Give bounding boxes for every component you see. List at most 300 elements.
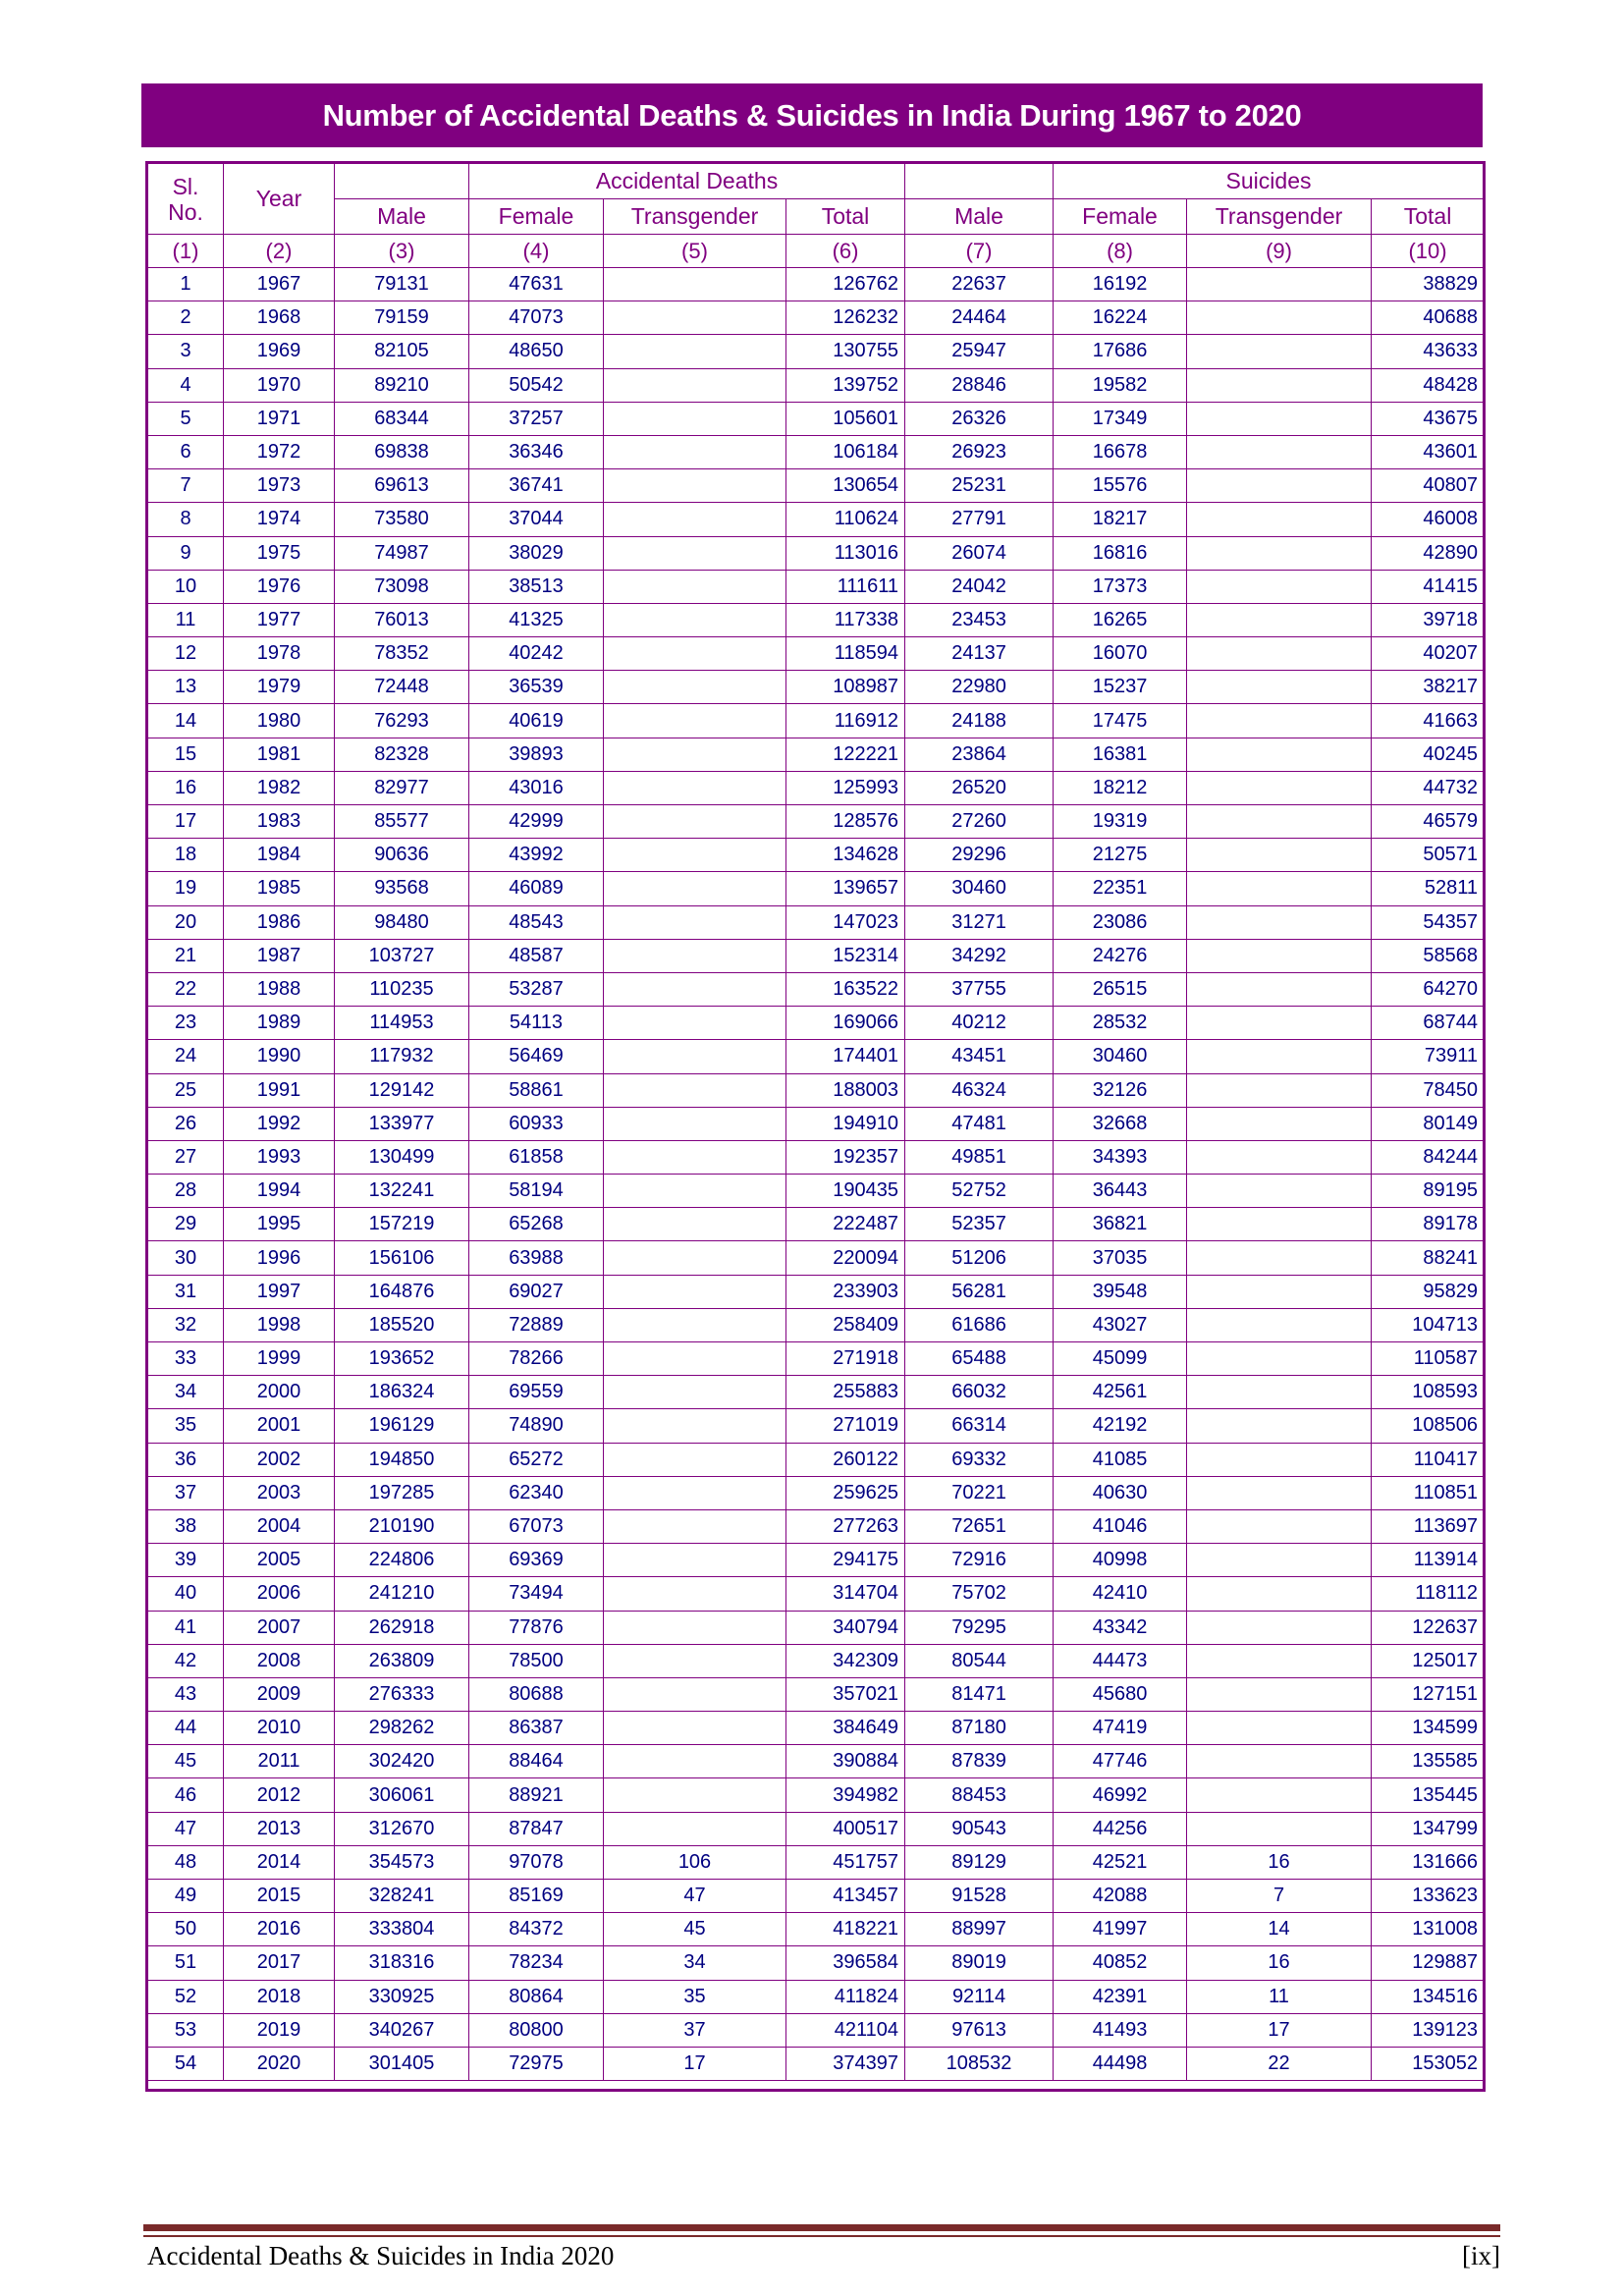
cell-sui-total: 40207: [1372, 637, 1485, 671]
cell-acc-male: 312670: [335, 1812, 469, 1845]
cell-sl-no: 30: [148, 1241, 224, 1275]
cell-acc-female: 69559: [469, 1376, 604, 1409]
cell-sui-transgender: 14: [1187, 1913, 1372, 1946]
cell-sui-total: 122637: [1372, 1611, 1485, 1644]
cell-sui-male: 88453: [905, 1778, 1054, 1812]
cell-sl-no: 16: [148, 771, 224, 804]
table-row: [148, 872, 1485, 905]
header-sui-female: Female: [1054, 199, 1187, 235]
cell-sui-transgender: [1187, 872, 1372, 905]
table-row: [148, 301, 1485, 335]
cell-sui-female: 34393: [1054, 1140, 1187, 1174]
cell-acc-female: 36346: [469, 435, 604, 468]
cell-year: 2007: [224, 1611, 335, 1644]
table-row: [148, 671, 1485, 704]
cell-sui-transgender: [1187, 469, 1372, 503]
cell-acc-male: 68344: [335, 402, 469, 435]
cell-acc-total: 139657: [786, 872, 905, 905]
cell-year: 1985: [224, 872, 335, 905]
cell-acc-male: 117932: [335, 1040, 469, 1073]
cell-sui-transgender: [1187, 1308, 1372, 1341]
cell-sui-female: 37035: [1054, 1241, 1187, 1275]
cell-sl-no: 8: [148, 503, 224, 536]
cell-sui-female: 42561: [1054, 1376, 1187, 1409]
cell-sui-transgender: [1187, 1677, 1372, 1711]
cell-sl-no: 14: [148, 704, 224, 738]
table-row: [148, 603, 1485, 636]
cell-acc-total: 384649: [786, 1712, 905, 1745]
cell-sl-no: 50: [148, 1913, 224, 1946]
table-row: [148, 402, 1485, 435]
cell-acc-total: 259625: [786, 1476, 905, 1509]
cell-sui-total: 129887: [1372, 1946, 1485, 1980]
cell-acc-male: 193652: [335, 1342, 469, 1376]
cell-sui-female: 19319: [1054, 805, 1187, 839]
cell-sui-transgender: 22: [1187, 2047, 1372, 2080]
cell-sui-total: 38217: [1372, 671, 1485, 704]
cell-sui-total: 89178: [1372, 1208, 1485, 1241]
cell-acc-female: 48587: [469, 939, 604, 972]
cell-sui-female: 19582: [1054, 368, 1187, 402]
cell-acc-transgender: 35: [604, 1980, 786, 2013]
deaths-suicides-table: [147, 163, 1485, 2081]
cell-sl-no: 37: [148, 1476, 224, 1509]
cell-acc-female: 86387: [469, 1712, 604, 1745]
cell-acc-total: 122221: [786, 738, 905, 771]
cell-acc-total: 169066: [786, 1007, 905, 1040]
cell-year: 1987: [224, 939, 335, 972]
table-row: [148, 469, 1485, 503]
cell-year: 1992: [224, 1107, 335, 1140]
cell-sui-female: 46992: [1054, 1778, 1187, 1812]
cell-acc-transgender: [604, 536, 786, 570]
cell-sui-female: 17475: [1054, 704, 1187, 738]
table-row: [148, 1476, 1485, 1509]
cell-sui-male: 69332: [905, 1443, 1054, 1476]
cell-sl-no: 35: [148, 1409, 224, 1443]
cell-sui-total: 68744: [1372, 1007, 1485, 1040]
cell-sui-total: 52811: [1372, 872, 1485, 905]
cell-sui-transgender: [1187, 905, 1372, 939]
table-row: [148, 637, 1485, 671]
cell-sui-transgender: [1187, 1644, 1372, 1677]
cell-sl-no: 24: [148, 1040, 224, 1073]
cell-acc-male: 73098: [335, 570, 469, 603]
table-row: [148, 2013, 1485, 2047]
cell-acc-female: 88921: [469, 1778, 604, 1812]
cell-acc-transgender: [604, 1577, 786, 1611]
cell-year: 1984: [224, 839, 335, 872]
cell-year: 2000: [224, 1376, 335, 1409]
table-row: [148, 771, 1485, 804]
cell-acc-transgender: [604, 704, 786, 738]
cell-sui-female: 16070: [1054, 637, 1187, 671]
table-row: [148, 536, 1485, 570]
cell-sui-male: 66314: [905, 1409, 1054, 1443]
cell-acc-total: 342309: [786, 1644, 905, 1677]
cell-acc-male: 186324: [335, 1376, 469, 1409]
cell-sui-female: 18212: [1054, 771, 1187, 804]
cell-sl-no: 11: [148, 603, 224, 636]
cell-sui-transgender: [1187, 637, 1372, 671]
cell-acc-total: 357021: [786, 1677, 905, 1711]
cell-acc-female: 87847: [469, 1812, 604, 1845]
cell-acc-female: 36539: [469, 671, 604, 704]
cell-year: 2010: [224, 1712, 335, 1745]
cell-sui-transgender: [1187, 1376, 1372, 1409]
footer-page-number: [ix]: [1462, 2241, 1500, 2270]
cell-sui-transgender: [1187, 603, 1372, 636]
cell-sui-male: 40212: [905, 1007, 1054, 1040]
cell-sl-no: 39: [148, 1544, 224, 1577]
cell-year: 1989: [224, 1007, 335, 1040]
table-row: [148, 1778, 1485, 1812]
cell-year: 2011: [224, 1745, 335, 1778]
cell-acc-male: 210190: [335, 1509, 469, 1543]
cell-acc-female: 97078: [469, 1845, 604, 1879]
cell-sui-male: 25231: [905, 469, 1054, 503]
cell-sl-no: 48: [148, 1845, 224, 1879]
cell-sui-transgender: [1187, 972, 1372, 1006]
table-row: [148, 1577, 1485, 1611]
cell-sui-female: 40998: [1054, 1544, 1187, 1577]
cell-sui-transgender: [1187, 268, 1372, 301]
cell-sui-total: 113697: [1372, 1509, 1485, 1543]
footer-rule-thin: [143, 2235, 1500, 2237]
cell-acc-total: 340794: [786, 1611, 905, 1644]
col-number: (4): [469, 235, 604, 268]
header-acc-male: Male: [335, 199, 469, 235]
cell-sui-total: 110587: [1372, 1342, 1485, 1376]
cell-year: 1986: [224, 905, 335, 939]
cell-acc-total: 110624: [786, 503, 905, 536]
cell-year: 1983: [224, 805, 335, 839]
cell-year: 1997: [224, 1275, 335, 1308]
table-row: [148, 1007, 1485, 1040]
cell-year: 1973: [224, 469, 335, 503]
cell-acc-male: 340267: [335, 2013, 469, 2047]
cell-sui-female: 36443: [1054, 1175, 1187, 1208]
cell-acc-transgender: [604, 435, 786, 468]
cell-acc-female: 40242: [469, 637, 604, 671]
cell-acc-transgender: [604, 402, 786, 435]
cell-acc-male: 79131: [335, 268, 469, 301]
cell-acc-total: 139752: [786, 368, 905, 402]
cell-sui-female: 18217: [1054, 503, 1187, 536]
cell-acc-total: 222487: [786, 1208, 905, 1241]
cell-acc-transgender: [604, 1544, 786, 1577]
cell-sui-total: 134799: [1372, 1812, 1485, 1845]
cell-acc-transgender: 47: [604, 1880, 786, 1913]
cell-acc-total: 152314: [786, 939, 905, 972]
header-sui-male: Male: [905, 199, 1054, 235]
table-row: [148, 1241, 1485, 1275]
cell-sui-transgender: [1187, 1241, 1372, 1275]
col-number: (10): [1372, 235, 1485, 268]
cell-sl-no: 13: [148, 671, 224, 704]
cell-year: 1981: [224, 738, 335, 771]
cell-sl-no: 9: [148, 536, 224, 570]
cell-sui-male: 46324: [905, 1073, 1054, 1107]
cell-sui-female: 41085: [1054, 1443, 1187, 1476]
cell-acc-male: 298262: [335, 1712, 469, 1745]
cell-sui-female: 45099: [1054, 1342, 1187, 1376]
header-year: Year: [224, 164, 335, 235]
cell-sui-transgender: [1187, 1509, 1372, 1543]
cell-sl-no: 2: [148, 301, 224, 335]
cell-acc-transgender: [604, 1677, 786, 1711]
cell-year: 2009: [224, 1677, 335, 1711]
cell-sl-no: 40: [148, 1577, 224, 1611]
cell-acc-male: 262918: [335, 1611, 469, 1644]
cell-year: 1968: [224, 301, 335, 335]
table-row: [148, 839, 1485, 872]
cell-year: 1967: [224, 268, 335, 301]
cell-sui-total: 41415: [1372, 570, 1485, 603]
cell-sui-total: 131666: [1372, 1845, 1485, 1879]
cell-sui-male: 75702: [905, 1577, 1054, 1611]
col-number: (5): [604, 235, 786, 268]
cell-acc-total: 277263: [786, 1509, 905, 1543]
cell-acc-female: 53287: [469, 972, 604, 1006]
cell-sui-total: 134516: [1372, 1980, 1485, 2013]
cell-sl-no: 42: [148, 1644, 224, 1677]
cell-year: 2019: [224, 2013, 335, 2047]
cell-acc-male: 302420: [335, 1745, 469, 1778]
cell-sui-total: 46579: [1372, 805, 1485, 839]
cell-sui-male: 89019: [905, 1946, 1054, 1980]
cell-sui-total: 110417: [1372, 1443, 1485, 1476]
cell-sui-total: 44732: [1372, 771, 1485, 804]
cell-acc-total: 192357: [786, 1140, 905, 1174]
cell-sui-total: 43675: [1372, 402, 1485, 435]
cell-sl-no: 51: [148, 1946, 224, 1980]
cell-sui-female: 43027: [1054, 1308, 1187, 1341]
cell-year: 2004: [224, 1509, 335, 1543]
cell-acc-male: 333804: [335, 1913, 469, 1946]
header-sui-total: Total: [1372, 199, 1485, 235]
cell-sui-female: 42088: [1054, 1880, 1187, 1913]
cell-sui-male: 27791: [905, 503, 1054, 536]
cell-sui-total: 42890: [1372, 536, 1485, 570]
cell-sui-transgender: [1187, 1409, 1372, 1443]
cell-year: 1990: [224, 1040, 335, 1073]
cell-sl-no: 34: [148, 1376, 224, 1409]
cell-sui-female: 16224: [1054, 301, 1187, 335]
cell-acc-transgender: [604, 1644, 786, 1677]
cell-acc-female: 69027: [469, 1275, 604, 1308]
cell-sui-male: 34292: [905, 939, 1054, 972]
cell-sui-male: 56281: [905, 1275, 1054, 1308]
cell-sui-female: 41493: [1054, 2013, 1187, 2047]
header-accidental-deaths: Accidental Deaths: [469, 164, 905, 199]
cell-acc-female: 61858: [469, 1140, 604, 1174]
table-row: [148, 1745, 1485, 1778]
cell-acc-total: 413457: [786, 1880, 905, 1913]
cell-acc-female: 73494: [469, 1577, 604, 1611]
cell-acc-transgender: 45: [604, 1913, 786, 1946]
cell-sui-transgender: 16: [1187, 1845, 1372, 1879]
cell-sl-no: 7: [148, 469, 224, 503]
cell-year: 2005: [224, 1544, 335, 1577]
cell-sui-female: 47746: [1054, 1745, 1187, 1778]
cell-acc-total: 271019: [786, 1409, 905, 1443]
cell-sui-male: 90543: [905, 1812, 1054, 1845]
cell-sui-total: 133623: [1372, 1880, 1485, 1913]
cell-sui-male: 26923: [905, 435, 1054, 468]
cell-acc-transgender: [604, 335, 786, 368]
cell-sui-transgender: [1187, 805, 1372, 839]
cell-year: 1979: [224, 671, 335, 704]
cell-acc-female: 63988: [469, 1241, 604, 1275]
table-row: [148, 1443, 1485, 1476]
cell-acc-male: 103727: [335, 939, 469, 972]
cell-acc-male: 69838: [335, 435, 469, 468]
cell-acc-male: 318316: [335, 1946, 469, 1980]
footer-rule: [143, 2224, 1500, 2231]
cell-sui-total: 46008: [1372, 503, 1485, 536]
cell-acc-female: 85169: [469, 1880, 604, 1913]
cell-year: 2013: [224, 1812, 335, 1845]
cell-acc-transgender: [604, 1275, 786, 1308]
cell-sui-total: 127151: [1372, 1677, 1485, 1711]
table-row: [148, 1040, 1485, 1073]
cell-sui-total: 89195: [1372, 1175, 1485, 1208]
cell-sui-male: 91528: [905, 1880, 1054, 1913]
cell-sui-transgender: [1187, 704, 1372, 738]
cell-acc-transgender: [604, 671, 786, 704]
cell-sl-no: 23: [148, 1007, 224, 1040]
cell-sui-male: 26326: [905, 402, 1054, 435]
cell-acc-female: 43016: [469, 771, 604, 804]
table-row: [148, 1208, 1485, 1241]
header-acc-female: Female: [469, 199, 604, 235]
cell-acc-transgender: 37: [604, 2013, 786, 2047]
cell-sui-male: 49851: [905, 1140, 1054, 1174]
cell-sui-total: 78450: [1372, 1073, 1485, 1107]
cell-acc-female: 42999: [469, 805, 604, 839]
cell-sui-female: 28532: [1054, 1007, 1187, 1040]
header-sl-no: [148, 164, 224, 235]
cell-year: 1980: [224, 704, 335, 738]
cell-year: 1970: [224, 368, 335, 402]
cell-acc-total: 421104: [786, 2013, 905, 2047]
cell-acc-male: 98480: [335, 905, 469, 939]
cell-acc-male: 93568: [335, 872, 469, 905]
cell-sui-total: 84244: [1372, 1140, 1485, 1174]
cell-acc-total: 117338: [786, 603, 905, 636]
cell-acc-female: 48543: [469, 905, 604, 939]
cell-sui-transgender: [1187, 1342, 1372, 1376]
table-row: [148, 738, 1485, 771]
cell-sui-male: 52357: [905, 1208, 1054, 1241]
cell-acc-male: 89210: [335, 368, 469, 402]
cell-acc-female: 78234: [469, 1946, 604, 1980]
cell-sui-female: 44498: [1054, 2047, 1187, 2080]
cell-acc-total: 174401: [786, 1040, 905, 1073]
cell-acc-transgender: [604, 1073, 786, 1107]
cell-sui-female: 16816: [1054, 536, 1187, 570]
cell-acc-female: 47631: [469, 268, 604, 301]
cell-acc-total: 451757: [786, 1845, 905, 1879]
cell-acc-transgender: [604, 939, 786, 972]
cell-sui-transgender: 17: [1187, 2013, 1372, 2047]
cell-acc-total: 113016: [786, 536, 905, 570]
cell-acc-transgender: [604, 1140, 786, 1174]
cell-acc-transgender: 17: [604, 2047, 786, 2080]
cell-sui-total: 38829: [1372, 268, 1485, 301]
cell-sui-total: 108593: [1372, 1376, 1485, 1409]
cell-acc-total: 258409: [786, 1308, 905, 1341]
col-number: (9): [1187, 235, 1372, 268]
cell-acc-transgender: [604, 1778, 786, 1812]
header-sl-no-label: Sl. No.: [168, 173, 203, 225]
cell-sui-transgender: [1187, 738, 1372, 771]
cell-acc-transgender: [604, 637, 786, 671]
cell-acc-female: 38029: [469, 536, 604, 570]
cell-sui-transgender: [1187, 939, 1372, 972]
cell-acc-total: 147023: [786, 905, 905, 939]
cell-year: 2001: [224, 1409, 335, 1443]
cell-sl-no: 3: [148, 335, 224, 368]
cell-acc-total: 108987: [786, 671, 905, 704]
table-row: [148, 2047, 1485, 2080]
table-row: [148, 1342, 1485, 1376]
cell-acc-female: 50542: [469, 368, 604, 402]
cell-sui-transgender: [1187, 1275, 1372, 1308]
cell-sui-female: 42192: [1054, 1409, 1187, 1443]
cell-acc-transgender: [604, 1712, 786, 1745]
cell-sui-transgender: [1187, 402, 1372, 435]
cell-acc-female: 72889: [469, 1308, 604, 1341]
cell-sui-female: 16381: [1054, 738, 1187, 771]
cell-sui-male: 61686: [905, 1308, 1054, 1341]
cell-year: 1996: [224, 1241, 335, 1275]
table-row: [148, 1107, 1485, 1140]
cell-acc-male: 354573: [335, 1845, 469, 1879]
cell-sui-transgender: [1187, 536, 1372, 570]
cell-sui-male: 108532: [905, 2047, 1054, 2080]
cell-sl-no: 41: [148, 1611, 224, 1644]
cell-acc-transgender: [604, 1476, 786, 1509]
cell-sui-female: 42521: [1054, 1845, 1187, 1879]
cell-sui-transgender: 11: [1187, 1980, 1372, 2013]
cell-sui-female: 40852: [1054, 1946, 1187, 1980]
cell-sui-female: 44256: [1054, 1812, 1187, 1845]
cell-sui-male: 72916: [905, 1544, 1054, 1577]
cell-sl-no: 47: [148, 1812, 224, 1845]
cell-sui-total: 48428: [1372, 368, 1485, 402]
cell-sl-no: 32: [148, 1308, 224, 1341]
cell-acc-total: 188003: [786, 1073, 905, 1107]
cell-acc-total: 374397: [786, 2047, 905, 2080]
cell-sl-no: 6: [148, 435, 224, 468]
cell-sui-female: 40630: [1054, 1476, 1187, 1509]
cell-sl-no: 36: [148, 1443, 224, 1476]
cell-sui-female: 15237: [1054, 671, 1187, 704]
cell-acc-total: 125993: [786, 771, 905, 804]
table-row: [148, 1073, 1485, 1107]
header-acc-total: Total: [786, 199, 905, 235]
cell-sui-female: 17686: [1054, 335, 1187, 368]
cell-sui-total: 43601: [1372, 435, 1485, 468]
cell-sui-male: 30460: [905, 872, 1054, 905]
cell-sl-no: 1: [148, 268, 224, 301]
cell-sui-transgender: [1187, 570, 1372, 603]
cell-acc-male: 72448: [335, 671, 469, 704]
cell-sui-female: 42410: [1054, 1577, 1187, 1611]
cell-sui-total: 80149: [1372, 1107, 1485, 1140]
